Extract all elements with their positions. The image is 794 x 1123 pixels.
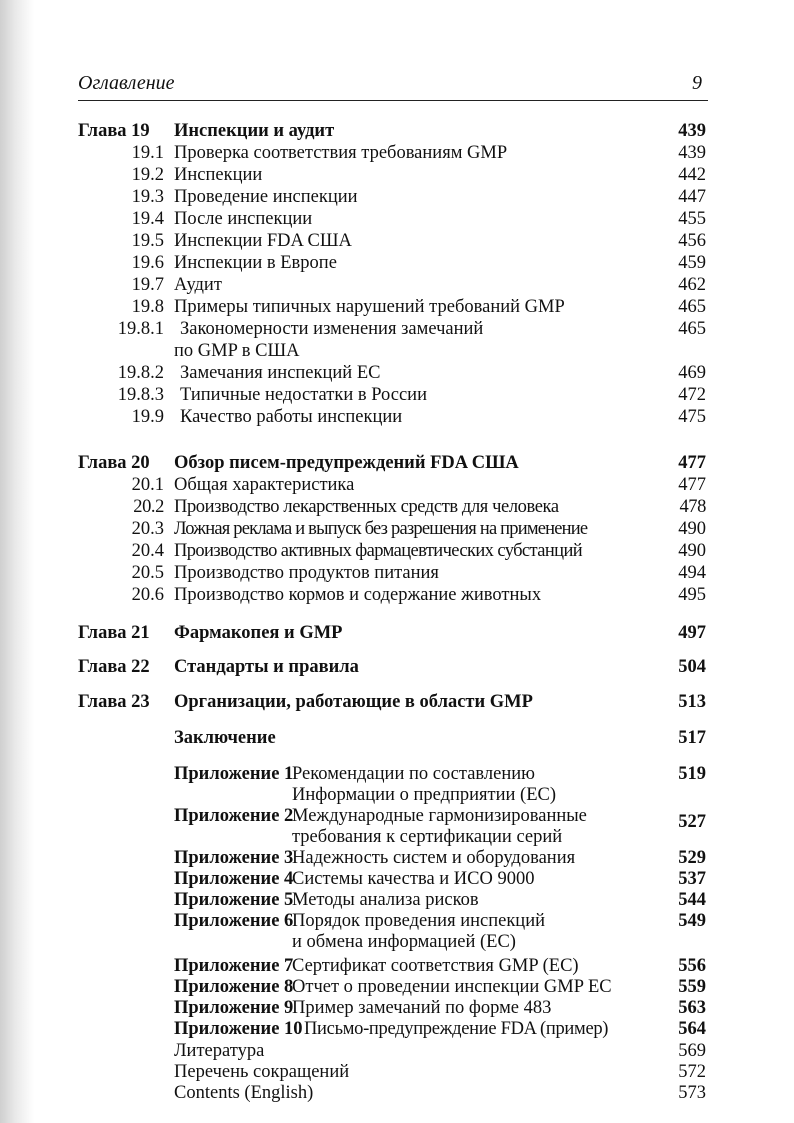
appendix-page: 549 bbox=[678, 911, 706, 931]
item-title: После инспекции bbox=[174, 209, 313, 229]
item-number: 19.8.3 bbox=[117, 385, 164, 405]
appendix-label: Приложение 1 bbox=[174, 764, 294, 784]
item-number: 19.3 bbox=[131, 187, 164, 207]
item-number: 19.8 bbox=[131, 297, 164, 317]
item-number: 19.5 bbox=[131, 231, 164, 251]
appendix-title: Пример замечаний по форме 483 bbox=[292, 998, 552, 1018]
chapter-label: Глава 21 bbox=[78, 623, 150, 643]
appendix-label: Приложение 4 bbox=[174, 869, 294, 889]
appendix-title-continued: и обмена информацией (ЕС) bbox=[292, 932, 516, 952]
item-page: 459 bbox=[678, 253, 706, 273]
item-title: Производство лекарственных средств для человека bbox=[174, 497, 559, 517]
item-number: 20.2 bbox=[133, 497, 164, 517]
chapter-label: Глава 20 bbox=[78, 453, 150, 473]
appendix-page: 564 bbox=[678, 1019, 706, 1039]
chapter-page: 439 bbox=[678, 121, 706, 141]
item-title: Примеры типичных нарушений требований GMP bbox=[174, 297, 565, 317]
appendix-title: Методы анализа рисков bbox=[292, 890, 479, 910]
appendix-title: Порядок проведения инспекций bbox=[292, 911, 546, 931]
appendix-label: Приложение 8 bbox=[174, 977, 294, 997]
item-title: Проверка соответствия требованиям GMP bbox=[174, 143, 508, 163]
item-page: 475 bbox=[678, 407, 706, 427]
item-number: 20.6 bbox=[131, 585, 164, 605]
chapter-page: 497 bbox=[678, 623, 706, 643]
item-title-continued: по GMP в США bbox=[174, 341, 300, 361]
item-page: 490 bbox=[678, 519, 706, 539]
chapter-title: Инспекции и аудит bbox=[174, 121, 335, 141]
chapter-page: 477 bbox=[678, 453, 706, 473]
item-number: 19.7 bbox=[131, 275, 164, 295]
item-page: 469 bbox=[678, 363, 706, 383]
item-title: Качество работы инспекции bbox=[180, 407, 403, 427]
appendix-label: Приложение 5 bbox=[174, 890, 294, 910]
item-page: 442 bbox=[678, 165, 706, 185]
item-number: 19.9 bbox=[131, 407, 164, 427]
appendix-label: Приложение 7 bbox=[174, 956, 294, 976]
backmatter-page: 569 bbox=[678, 1041, 706, 1061]
item-title: Типичные недостатки в России bbox=[180, 385, 427, 405]
item-page: 478 bbox=[679, 497, 706, 517]
appendix-page: 527 bbox=[678, 812, 706, 832]
appendix-label: Приложение 6 bbox=[174, 911, 294, 931]
chapter-title: Организации, работающие в области GMP bbox=[174, 692, 533, 712]
item-page: 465 bbox=[678, 319, 706, 339]
chapter-title: Обзор писем-предупреждений FDA США bbox=[174, 453, 519, 473]
item-number: 20.5 bbox=[131, 563, 164, 583]
chapter-label: Глава 23 bbox=[78, 692, 150, 712]
item-number: 20.4 bbox=[131, 541, 164, 561]
item-title: Аудит bbox=[174, 275, 222, 295]
chapter-title: Стандарты и правила bbox=[174, 657, 359, 677]
backmatter-title: Перечень сокращений bbox=[174, 1062, 350, 1082]
header-page-number: 9 bbox=[692, 72, 702, 94]
item-title: Проведение инспекции bbox=[174, 187, 358, 207]
backmatter-title: Contents (English) bbox=[174, 1083, 314, 1103]
item-number: 19.4 bbox=[131, 209, 164, 229]
item-title: Ложная реклама и выпуск без разрешения на применение bbox=[174, 519, 588, 539]
backmatter-page: 573 bbox=[678, 1083, 706, 1103]
item-page: 447 bbox=[678, 187, 706, 207]
item-page: 495 bbox=[678, 585, 706, 605]
item-title: Инспекции bbox=[174, 165, 263, 185]
backmatter-title: Литература bbox=[174, 1041, 265, 1061]
page-edge-shadow bbox=[0, 0, 34, 1123]
appendix-title: Рекомендации по составлению bbox=[292, 764, 535, 784]
backmatter-page: 572 bbox=[678, 1062, 706, 1082]
item-number: 19.1 bbox=[131, 143, 164, 163]
header-title: Оглавление bbox=[78, 72, 175, 94]
appendix-label: Приложение 2 bbox=[174, 806, 294, 826]
appendix-page: 556 bbox=[678, 956, 706, 976]
item-page: 490 bbox=[678, 541, 706, 561]
conclusion-page: 517 bbox=[678, 728, 706, 748]
appendix-page: 559 bbox=[678, 977, 706, 997]
appendix-page: 537 bbox=[678, 869, 706, 889]
item-number: 19.2 bbox=[131, 165, 164, 185]
item-title: Замечания инспекций ЕС bbox=[180, 363, 381, 383]
conclusion-title: Заключение bbox=[174, 728, 276, 748]
chapter-page: 504 bbox=[678, 657, 706, 677]
appendix-title: Международные гармонизированные bbox=[292, 806, 587, 826]
appendix-label: Приложение 10 bbox=[174, 1019, 303, 1039]
chapter-page: 513 bbox=[678, 692, 706, 712]
item-page: 455 bbox=[678, 209, 706, 229]
appendix-page: 544 bbox=[678, 890, 706, 910]
chapter-label: Глава 19 bbox=[78, 121, 150, 141]
appendix-title-continued: требования к сертификации серий bbox=[292, 827, 563, 847]
appendix-title: Письмо-предупреждение FDA (пример) bbox=[304, 1019, 609, 1039]
appendix-page: 563 bbox=[678, 998, 706, 1018]
item-page: 439 bbox=[678, 143, 706, 163]
item-number: 19.6 bbox=[131, 253, 164, 273]
item-title: Общая характеристика bbox=[174, 475, 355, 495]
running-header bbox=[78, 72, 708, 101]
item-number: 20.1 bbox=[131, 475, 164, 495]
chapter-label: Глава 22 bbox=[78, 657, 150, 677]
item-page: 472 bbox=[678, 385, 706, 405]
item-title: Инспекции в Европе bbox=[174, 253, 337, 273]
item-page: 462 bbox=[678, 275, 706, 295]
appendix-title: Сертификат соответствия GMP (ЕС) bbox=[292, 956, 579, 976]
appendix-title-continued: Информации о предприятии (ЕС) bbox=[292, 785, 557, 805]
item-number: 19.8.2 bbox=[117, 363, 164, 383]
item-number: 20.3 bbox=[131, 519, 164, 539]
appendix-page: 529 bbox=[678, 848, 706, 868]
item-number: 19.8.1 bbox=[117, 319, 164, 339]
item-title: Производство активных фармацевтических субстанций bbox=[174, 541, 583, 561]
appendix-title: Отчет о проведении инспекции GMP ЕС bbox=[292, 977, 612, 997]
appendix-page: 519 bbox=[678, 764, 706, 784]
appendix-title: Системы качества и ИСО 9000 bbox=[292, 869, 535, 889]
item-page: 456 bbox=[678, 231, 706, 251]
appendix-title: Надежность систем и оборудования bbox=[292, 848, 576, 868]
item-title: Инспекции FDA США bbox=[174, 231, 352, 251]
appendix-label: Приложение 3 bbox=[174, 848, 294, 868]
item-title: Закономерности изменения замечаний bbox=[180, 319, 484, 339]
item-title: Производство продуктов питания bbox=[174, 563, 439, 583]
chapter-title: Фармакопея и GMP bbox=[174, 623, 343, 643]
appendix-label: Приложение 9 bbox=[174, 998, 294, 1018]
item-title: Производство кормов и содержание животных bbox=[174, 585, 542, 605]
item-page: 494 bbox=[678, 563, 706, 583]
item-page: 465 bbox=[678, 297, 706, 317]
item-page: 477 bbox=[678, 475, 706, 495]
